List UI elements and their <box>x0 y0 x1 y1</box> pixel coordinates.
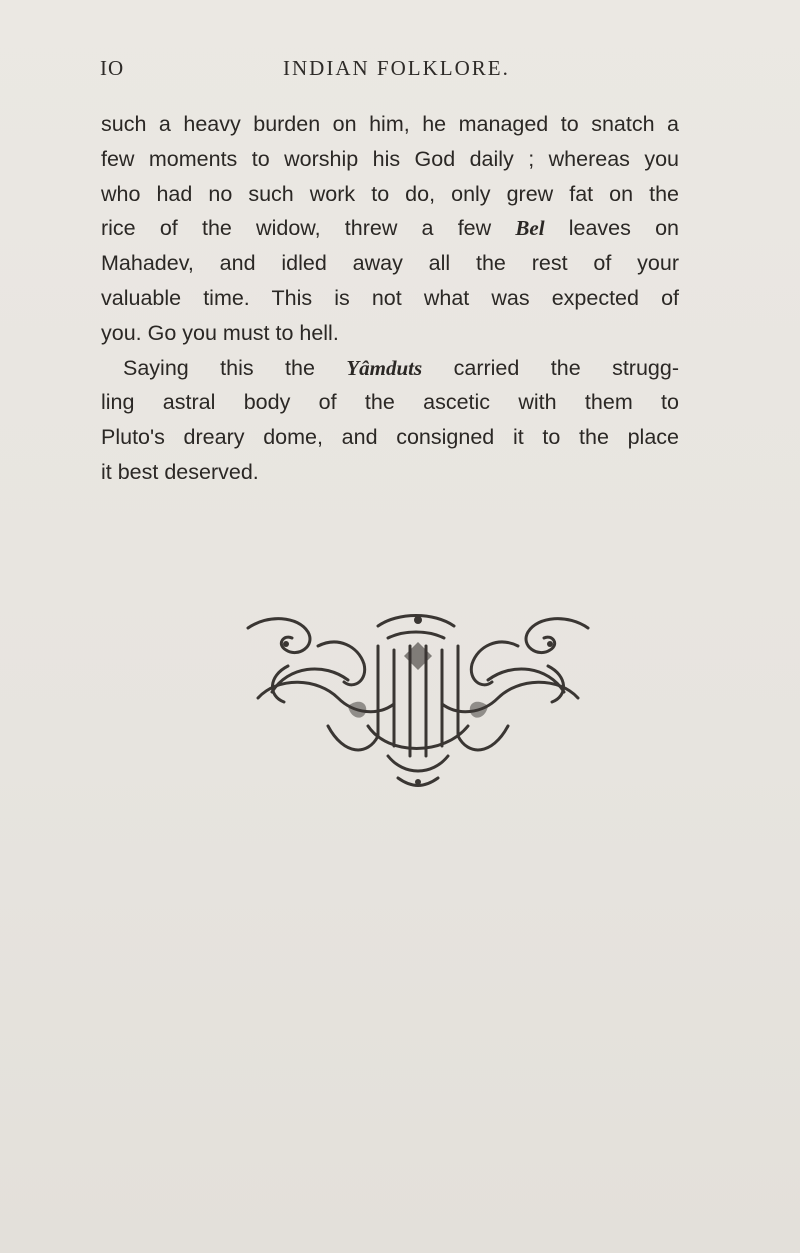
text-line-with-term <box>101 211 679 246</box>
page-number: IO <box>100 56 125 80</box>
text-line: Pluto's dreary dome, and consigned it to the place <box>101 425 679 450</box>
text-fragment: Saying this the <box>123 355 347 380</box>
page-header <box>100 56 680 86</box>
text-line-with-term <box>101 351 679 386</box>
text-line: ling astral body of the ascetic with them to <box>101 390 679 415</box>
text-fragment: leaves on <box>544 216 680 241</box>
text-line: you. Go you must to hell. <box>101 320 339 345</box>
paragraph-1 <box>101 107 679 351</box>
text-fragment: carried the strugg- <box>422 355 679 380</box>
text-line: such a heavy burden on him, he managed to snatch a <box>101 112 679 136</box>
italic-term: Yâmduts <box>346 355 423 380</box>
tailpiece-ornament-icon <box>228 606 608 792</box>
text-line: it best deserved. <box>101 459 259 484</box>
running-head: INDIAN FOLKLORE. <box>283 56 510 80</box>
body-text <box>101 107 679 490</box>
text-line: who had no such work to do, only grew fat on the <box>101 181 679 206</box>
text-line: few moments to worship his God daily ; whereas you <box>101 146 679 171</box>
italic-term: Bel <box>515 216 545 241</box>
text-fragment: rice of the widow, threw a few <box>101 216 516 241</box>
paragraph-2 <box>101 351 679 490</box>
text-line: valuable time. This is not what was expected of <box>101 285 679 310</box>
text-line: Mahadev, and idled away all the rest of your <box>101 251 679 276</box>
